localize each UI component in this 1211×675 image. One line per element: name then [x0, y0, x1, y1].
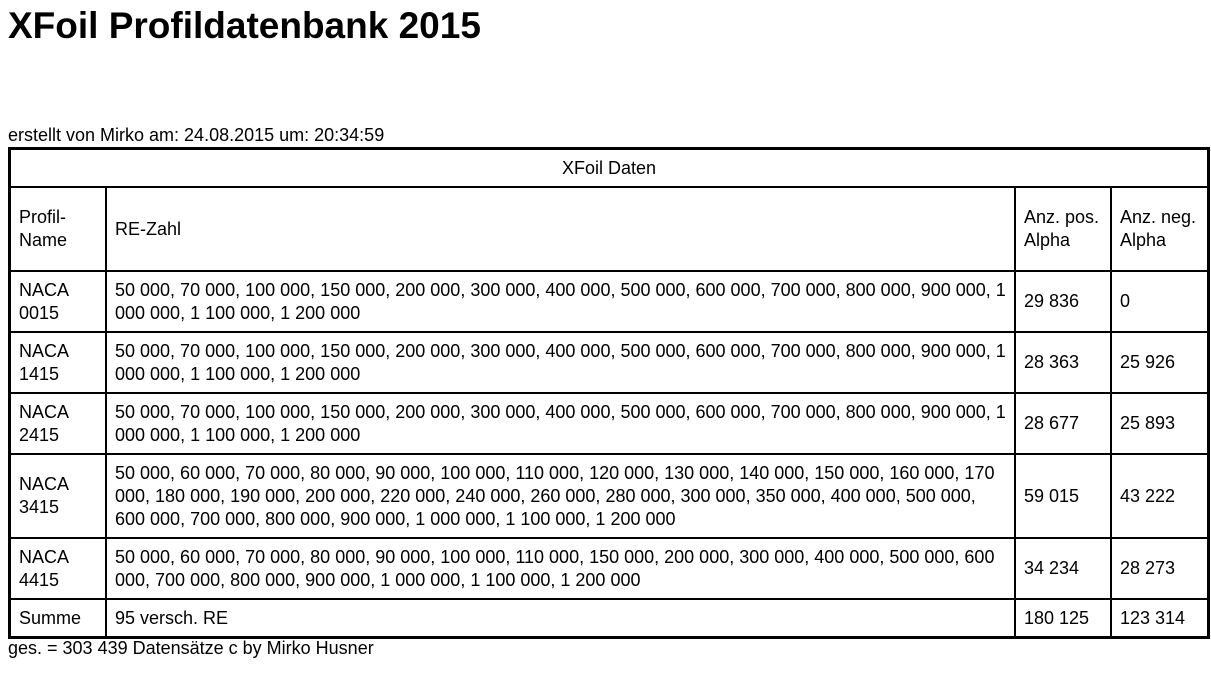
- sum-pos-alpha: 180 125: [1015, 599, 1111, 637]
- table-row: [10, 271, 1208, 332]
- sum-re-count: 95 versch. RE: [106, 599, 1015, 637]
- created-info: erstellt von Mirko am: 24.08.2015 um: 20:34:59: [8, 125, 385, 145]
- footer-summary: ges. = 303 439 Datensätze c by Mirko Husner: [8, 638, 374, 658]
- header-re-number: RE-Zahl: [106, 187, 1015, 271]
- sum-label: Summe: [10, 599, 106, 637]
- pos-alpha-cell: 28 677: [1015, 393, 1111, 454]
- neg-alpha-cell: 25 893: [1111, 393, 1208, 454]
- re-values-cell: 50 000, 60 000, 70 000, 80 000, 90 000, 100 000, 110 000, 150 000, 200 000, 300 000, 400 000, 500 000, 600 000, 700 000, 800 000, 900 000, 1 000 000, 1 100 000, 1 200 000: [106, 538, 1015, 599]
- neg-alpha-cell: 0: [1111, 271, 1208, 332]
- pos-alpha-cell: 28 363: [1015, 332, 1111, 393]
- profile-name-cell: NACA 0015: [10, 271, 106, 332]
- pos-alpha-cell: 29 836: [1015, 271, 1111, 332]
- table-row: [10, 538, 1208, 599]
- pos-alpha-cell: 34 234: [1015, 538, 1111, 599]
- profile-name-cell: NACA 1415: [10, 332, 106, 393]
- re-values-cell: 50 000, 70 000, 100 000, 150 000, 200 000, 300 000, 400 000, 500 000, 600 000, 700 000, 800 000, 900 000, 1 000 000, 1 100 000, 1 200 000: [106, 393, 1015, 454]
- pos-alpha-cell: 59 015: [1015, 454, 1111, 538]
- profile-name-cell: NACA 3415: [10, 454, 106, 538]
- profile-name-cell: NACA 4415: [10, 538, 106, 599]
- table-row: [10, 332, 1208, 393]
- header-neg-alpha: Anz. neg. Alpha: [1111, 187, 1208, 271]
- neg-alpha-cell: 43 222: [1111, 454, 1208, 538]
- header-profile-name: Profil-Name: [10, 187, 106, 271]
- table-header-row: [10, 187, 1208, 271]
- table-sum-row: [10, 599, 1208, 637]
- table-caption-row: [10, 149, 1208, 187]
- neg-alpha-cell: 28 273: [1111, 538, 1208, 599]
- re-values-cell: 50 000, 70 000, 100 000, 150 000, 200 000, 300 000, 400 000, 500 000, 600 000, 700 000, 800 000, 900 000, 1 000 000, 1 100 000, 1 200 000: [106, 332, 1015, 393]
- sum-neg-alpha: 123 314: [1111, 599, 1208, 637]
- table-caption: XFoil Daten: [10, 149, 1208, 187]
- header-pos-alpha: Anz. pos. Alpha: [1015, 187, 1111, 271]
- profile-name-cell: NACA 2415: [10, 393, 106, 454]
- page-title: XFoil Profildatenbank 2015: [8, 5, 481, 46]
- table-row: [10, 454, 1208, 538]
- re-values-cell: 50 000, 60 000, 70 000, 80 000, 90 000, 100 000, 110 000, 120 000, 130 000, 140 000, 150 000, 160 000, 170 000, 180 000, 190 000, 200 000, 220 000, 240 000, 260 000, 280 000, 300 000, 350 000, 400 000, 500 000, 600 000, 700 000, 800 000, 900 000, 1 000 000, 1 100 000, 1 200 000: [106, 454, 1015, 538]
- xfoil-data-table: [8, 147, 1210, 639]
- re-values-cell: 50 000, 70 000, 100 000, 150 000, 200 000, 300 000, 400 000, 500 000, 600 000, 700 000, 800 000, 900 000, 1 000 000, 1 100 000, 1 200 000: [106, 271, 1015, 332]
- table-row: [10, 393, 1208, 454]
- neg-alpha-cell: 25 926: [1111, 332, 1208, 393]
